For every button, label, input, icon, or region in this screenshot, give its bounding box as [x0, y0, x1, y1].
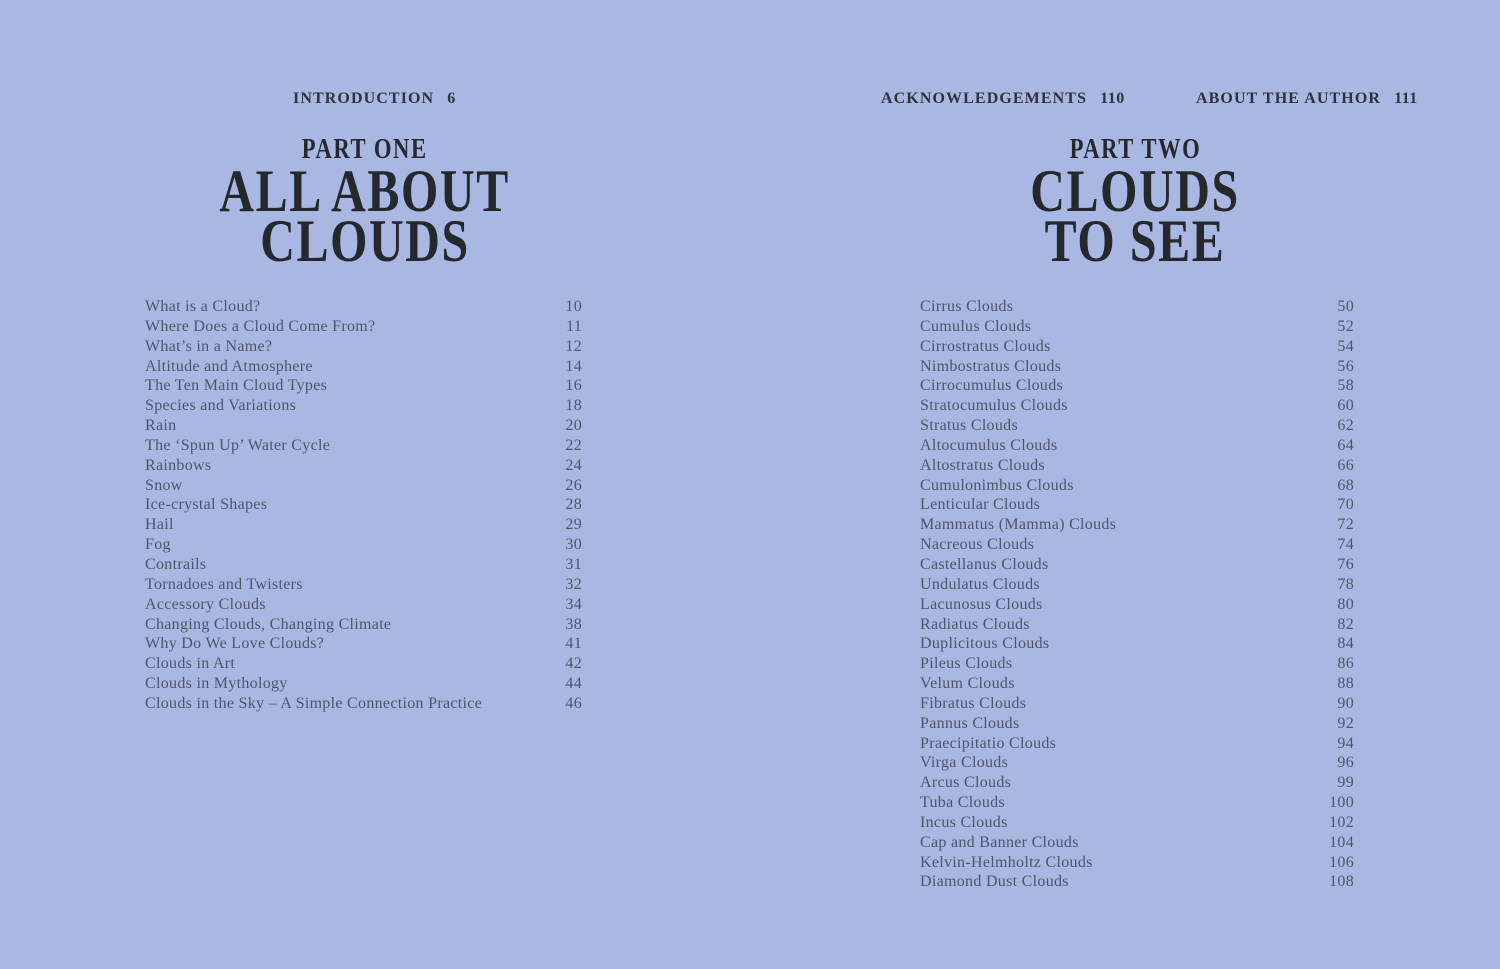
toc-entry: [145, 317, 582, 337]
toc-entry: [920, 872, 1354, 892]
toc-entry-page: 20: [565, 417, 582, 435]
toc-entry-title: Duplicitous Clouds: [920, 635, 1050, 653]
toc-entry: [145, 515, 582, 535]
toc-entry-page: 30: [565, 536, 582, 554]
toc-entry-page: 44: [565, 675, 582, 693]
toc-entry-page: 108: [1329, 873, 1354, 891]
toc-entry: [920, 773, 1354, 793]
toc-entry-title: Diamond Dust Clouds: [920, 873, 1069, 891]
toc-entry-title: The Ten Main Cloud Types: [145, 377, 328, 395]
toc-entry-title: Lenticular Clouds: [920, 496, 1041, 514]
toc-entry-title: Nimbostratus Clouds: [920, 357, 1062, 375]
part-two-toc-list: [920, 297, 1354, 892]
toc-entry-title: Cirrocumulus Clouds: [920, 377, 1064, 395]
toc-entry-page: 41: [565, 635, 582, 653]
toc-entry: [920, 357, 1354, 377]
toc-entry: [920, 595, 1354, 615]
toc-entry-page: 100: [1329, 794, 1354, 812]
toc-entry-title: Hail: [145, 516, 174, 534]
toc-entry-title: Pannus Clouds: [920, 714, 1020, 732]
toc-entry: [920, 575, 1354, 595]
toplink-acknowledgements: [881, 90, 1125, 108]
toc-entry-title: Contrails: [145, 555, 207, 573]
toc-entry: [920, 535, 1354, 555]
part-two-kicker: PART TWO: [1069, 133, 1201, 165]
toc-entry-page: 88: [1337, 675, 1354, 693]
toc-entry-title: Altocumulus Clouds: [920, 436, 1058, 454]
toc-entry: [145, 476, 582, 496]
part-one-title-line2: CLOUDS: [260, 208, 470, 274]
toc-entry-page: 68: [1337, 476, 1354, 494]
toc-entry: [920, 813, 1354, 833]
toc-entry: [920, 694, 1354, 714]
toc-entry-page: 58: [1337, 377, 1354, 395]
toc-entry: [920, 515, 1354, 535]
toc-entry-title: Kelvin-Helmholtz Clouds: [920, 853, 1093, 871]
toc-entry-page: 16: [565, 377, 582, 395]
toc-entry: [145, 595, 582, 615]
toc-entry-page: 12: [565, 337, 582, 355]
toplink-acknowledgements-page: 110: [1100, 90, 1125, 107]
toc-entry: [145, 535, 582, 555]
toc-entry-page: 46: [565, 694, 582, 712]
toc-entry-title: Cap and Banner Clouds: [920, 833, 1079, 851]
toc-entry-page: 72: [1337, 516, 1354, 534]
toc-entry-page: 42: [565, 655, 582, 673]
toc-entry-title: Rain: [145, 417, 177, 435]
toc-entry-page: 99: [1337, 774, 1354, 792]
toc-entry-page: 70: [1337, 496, 1354, 514]
toc-entry: [145, 337, 582, 357]
toc-entry: [920, 337, 1354, 357]
toc-entry-page: 28: [565, 496, 582, 514]
toc-entry-title: Ice-crystal Shapes: [145, 496, 268, 514]
toc-entry-page: 34: [565, 595, 582, 613]
toc-entry: [920, 376, 1354, 396]
part-two-heading: [935, 133, 1335, 274]
toc-entry-page: 66: [1337, 456, 1354, 474]
toc-entry: [145, 495, 582, 515]
toc-entry-title: Stratus Clouds: [920, 417, 1018, 435]
toc-entry: [920, 634, 1354, 654]
toc-entry-title: Fibratus Clouds: [920, 694, 1027, 712]
toplink-introduction-label: INTRODUCTION: [293, 90, 435, 107]
toc-entry-page: 18: [565, 397, 582, 415]
toc-entry-page: 62: [1337, 417, 1354, 435]
part-two-title-line2: TO SEE: [1044, 208, 1226, 274]
toc-entry: [920, 436, 1354, 456]
part-one-kicker: PART ONE: [302, 133, 428, 165]
toc-entry: [145, 357, 582, 377]
toc-entry-page: 32: [565, 575, 582, 593]
toc-entry-title: Accessory Clouds: [145, 595, 266, 613]
toc-entry: [145, 555, 582, 575]
toc-entry-page: 96: [1337, 754, 1354, 772]
toc-entry-title: Changing Clouds, Changing Climate: [145, 615, 392, 633]
toc-entry-title: Praecipitatio Clouds: [920, 734, 1057, 752]
toc-entry: [145, 376, 582, 396]
toc-entry-page: 52: [1337, 317, 1354, 335]
toplink-introduction-page: 6: [447, 90, 456, 107]
toc-entry: [920, 317, 1354, 337]
toc-entry-page: 26: [565, 476, 582, 494]
toc-entry: [145, 396, 582, 416]
toc-entry-title: Fog: [145, 536, 171, 554]
toc-entry-page: 56: [1337, 357, 1354, 375]
toc-entry-page: 84: [1337, 635, 1354, 653]
toc-entry: [920, 714, 1354, 734]
toc-entry: [920, 615, 1354, 635]
toc-entry-page: 80: [1337, 595, 1354, 613]
toc-entry-page: 29: [565, 516, 582, 534]
toc-entry-title: Tornadoes and Twisters: [145, 575, 303, 593]
toc-entry: [920, 396, 1354, 416]
toc-entry-page: 82: [1337, 615, 1354, 633]
toc-entry-page: 24: [565, 456, 582, 474]
toc-entry-title: Species and Variations: [145, 397, 297, 415]
toc-entry-title: Incus Clouds: [920, 813, 1008, 831]
toc-entry-page: 92: [1337, 714, 1354, 732]
toc-entry: [145, 436, 582, 456]
toc-entry: [920, 674, 1354, 694]
toc-entry-title: Snow: [145, 476, 183, 494]
toc-entry-page: 64: [1337, 436, 1354, 454]
toc-entry-title: Lacunosus Clouds: [920, 595, 1043, 613]
toc-entry-title: The ‘Spun Up’ Water Cycle: [145, 436, 331, 454]
toc-entry-page: 102: [1329, 813, 1354, 831]
toc-entry-title: Rainbows: [145, 456, 212, 474]
toc-entry-title: Cumulonimbus Clouds: [920, 476, 1074, 494]
toc-entry: [145, 694, 582, 714]
toc-entry-title: Undulatus Clouds: [920, 575, 1040, 593]
toc-entry-title: Cirrus Clouds: [920, 298, 1014, 315]
part-two-title-line1: CLOUDS: [1030, 158, 1240, 224]
toc-entry: [145, 674, 582, 694]
toc-entry-page: 22: [565, 436, 582, 454]
toc-entry-page: 11: [565, 317, 582, 335]
toc-entry-page: 76: [1337, 555, 1354, 573]
toc-entry-title: Radiatus Clouds: [920, 615, 1030, 633]
toc-entry: [920, 734, 1354, 754]
toc-entry: [920, 555, 1354, 575]
toc-entry-title: Cirrostratus Clouds: [920, 337, 1051, 355]
toc-entry-title: Altitude and Atmosphere: [145, 357, 313, 375]
toc-entry-title: Arcus Clouds: [920, 774, 1012, 792]
toc-entry: [920, 753, 1354, 773]
toc-entry: [145, 456, 582, 476]
toc-entry-page: 78: [1337, 575, 1354, 593]
toc-entry: [920, 456, 1354, 476]
toc-entry-title: Nacreous Clouds: [920, 536, 1035, 554]
toc-entry-title: Why Do We Love Clouds?: [145, 635, 325, 653]
toc-entry: [920, 297, 1354, 317]
toc-entry-title: Clouds in the Sky – A Simple Connection Practice: [145, 694, 483, 712]
toc-entry-page: 94: [1337, 734, 1354, 752]
toc-entry-page: 10: [565, 298, 582, 315]
toc-entry: [145, 416, 582, 436]
toc-entry-title: Virga Clouds: [920, 754, 1009, 772]
toc-entry-title: Clouds in Art: [145, 655, 236, 673]
toc-entry: [145, 634, 582, 654]
toc-entry: [145, 615, 582, 635]
toc-entry: [920, 853, 1354, 873]
toplink-about-the-author-label: ABOUT THE AUTHOR: [1196, 90, 1382, 107]
toplink-about-the-author-page: 111: [1394, 90, 1418, 107]
toc-entry-page: 14: [565, 357, 582, 375]
toc-entry-title: What is a Cloud?: [145, 298, 261, 315]
toc-entry-page: 31: [565, 555, 582, 573]
toc-entry-title: Stratocumulus Clouds: [920, 397, 1068, 415]
toc-entry-page: 74: [1337, 536, 1354, 554]
toplink-acknowledgements-label: ACKNOWLEDGEMENTS: [881, 90, 1088, 107]
toc-entry-title: What’s in a Name?: [145, 337, 273, 355]
toc-entry-page: 106: [1329, 853, 1354, 871]
toc-entry: [920, 833, 1354, 853]
toc-entry-title: Castellanus Clouds: [920, 555, 1049, 573]
toc-entry: [145, 654, 582, 674]
toc-entry-page: 90: [1337, 694, 1354, 712]
toc-entry-page: 60: [1337, 397, 1354, 415]
toc-entry: [920, 416, 1354, 436]
toc-entry: [920, 476, 1354, 496]
toc-entry-page: 38: [565, 615, 582, 633]
part-one-heading: [165, 133, 565, 274]
part-one-toc-list: [145, 297, 582, 714]
part-one-title-line1: ALL ABOUT: [219, 158, 511, 224]
toc-entry-title: Clouds in Mythology: [145, 675, 288, 693]
toc-entry-title: Where Does a Cloud Come From?: [145, 317, 376, 335]
toc-entry: [145, 575, 582, 595]
toc-entry-title: Mammatus (Mamma) Clouds: [920, 516, 1117, 534]
toc-entry: [920, 495, 1354, 515]
toc-entry-page: 54: [1337, 337, 1354, 355]
toc-entry-title: Altostratus Clouds: [920, 456, 1045, 474]
toc-entry: [920, 654, 1354, 674]
toc-entry: [920, 793, 1354, 813]
toc-entry-page: 104: [1329, 833, 1354, 851]
toc-entry-title: Tuba Clouds: [920, 794, 1005, 812]
toc-entry-page: 86: [1337, 655, 1354, 673]
toc-entry-title: Cumulus Clouds: [920, 317, 1032, 335]
toc-entry-page: 50: [1337, 298, 1354, 315]
toc-entry-title: Velum Clouds: [920, 675, 1015, 693]
toplink-about-the-author: [1196, 90, 1418, 108]
toplink-introduction: [293, 90, 456, 108]
toc-entry-title: Pileus Clouds: [920, 655, 1013, 673]
toc-entry: [145, 297, 582, 317]
